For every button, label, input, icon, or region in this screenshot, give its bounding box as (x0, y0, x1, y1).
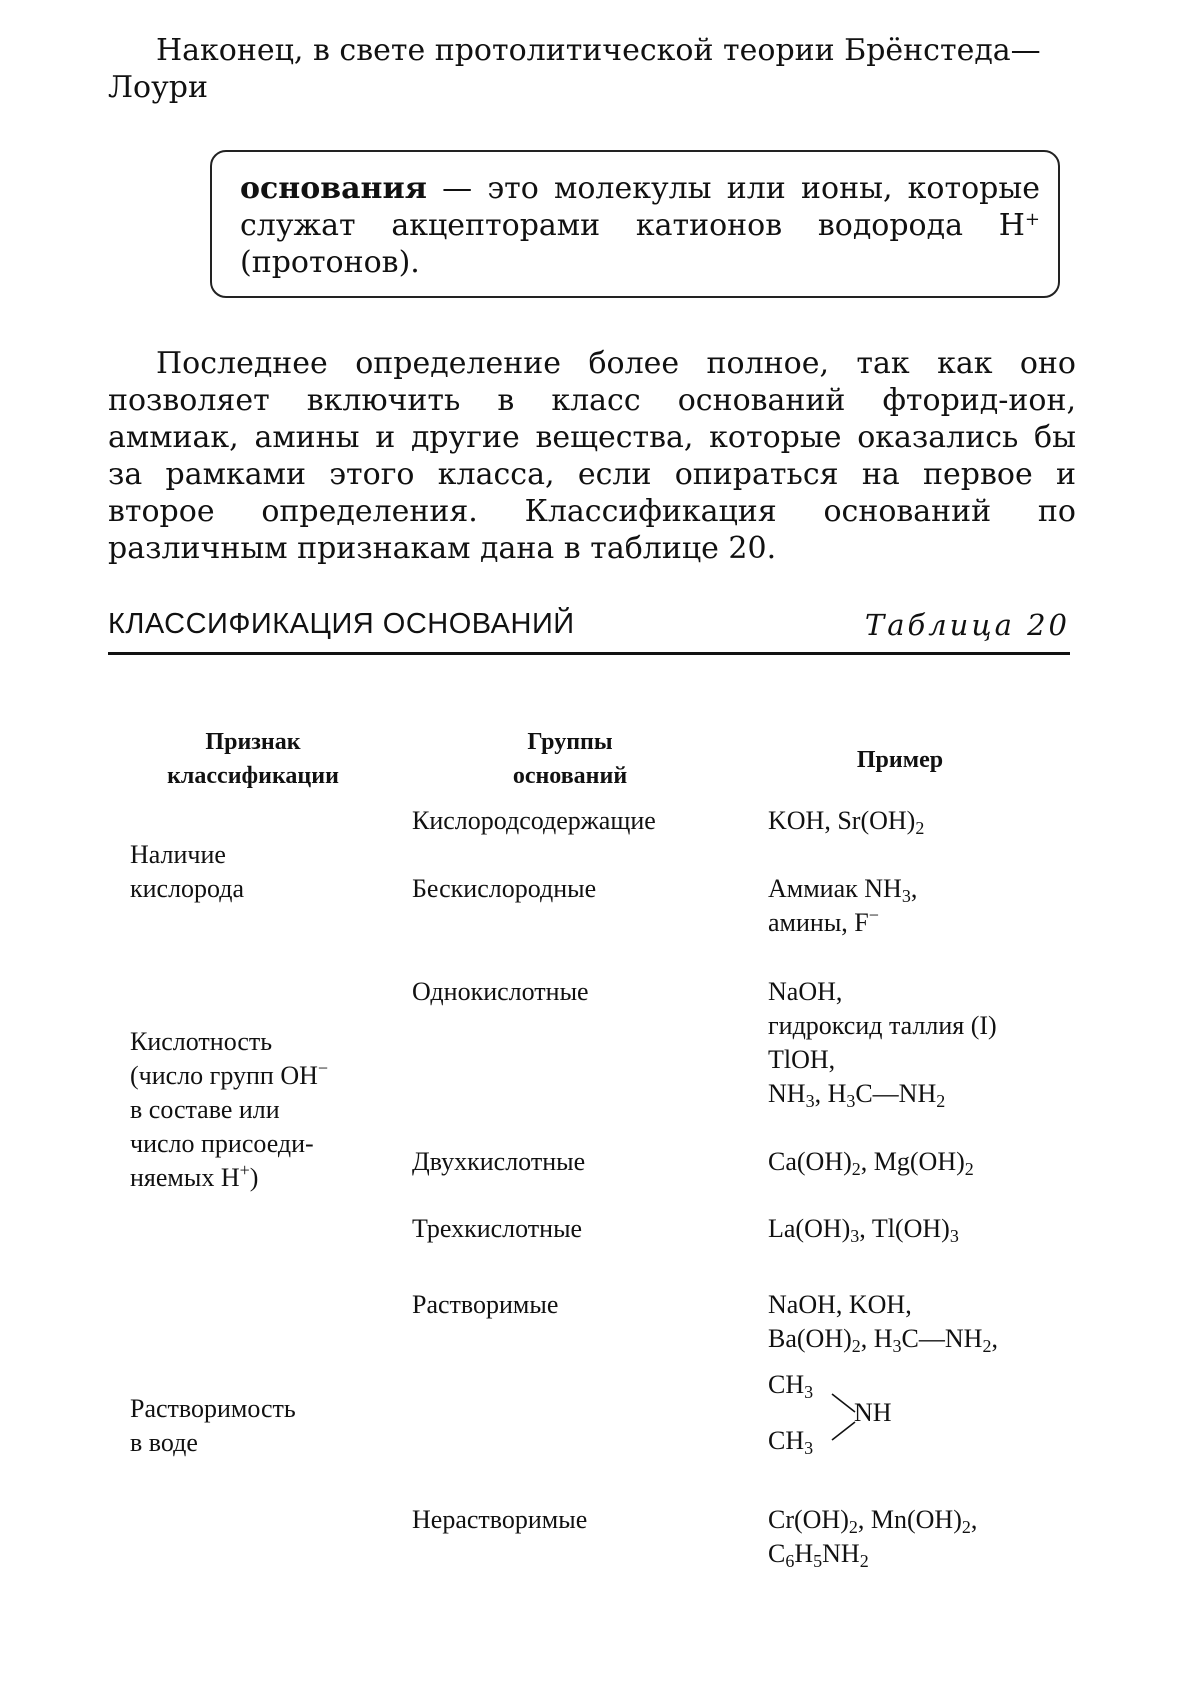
header-groups-line2: оснований (512, 763, 628, 789)
criterion-solubility (130, 1392, 296, 1460)
definition-body: — это молекулы или ионы, которые служат акцепторами катионов водорода H (240, 171, 1040, 243)
example-oxygen-free: Аммиак $NH_3$, амины, F− (768, 874, 918, 937)
criterion-solubility-line1: Растворимость (130, 1394, 296, 1423)
amine-methyl-top: $CH_3$ (768, 1370, 814, 1402)
table-number: Таблица 20 (864, 608, 1070, 642)
amine-nh: NH (854, 1398, 892, 1427)
criterion-acidity-line5: няемых H+) (130, 1160, 259, 1192)
group-oxygen-containing: Кислородсодержащие (412, 806, 656, 835)
amine-methyl-bottom: $CH_3$ (768, 1426, 814, 1458)
example-soluble: NaOH, KOH, $Ba(OH)_2$, $H_3C—NH_2$, (768, 1290, 998, 1356)
header-criterion-line2: классификации (167, 763, 339, 789)
group-soluble: Растворимые (412, 1290, 559, 1319)
header-criterion-line1: Признак (205, 729, 301, 755)
definition-text (240, 170, 1040, 281)
definition-tail: (протонов). (240, 245, 420, 280)
header-criterion (118, 725, 388, 793)
table-top-rule (108, 652, 1070, 655)
criterion-oxygen-line1: Наличие (130, 840, 226, 869)
criterion-solubility-line2: в воде (130, 1428, 198, 1457)
example-insoluble: $Cr(OH)_2$, $Mn(OH)_2$, $C_6H_5NH_2$ (768, 1505, 978, 1571)
criterion-oxygen-line2: кислорода (130, 874, 245, 903)
criterion-oxygen (130, 838, 244, 906)
group-insoluble: Нерастворимые (412, 1505, 588, 1534)
group-oxygen-free: Бескислородные (412, 874, 597, 903)
example-diacid: $Ca(OH)_2$, $Mg(OH)_2$ (768, 1147, 974, 1179)
header-example: Пример (856, 747, 944, 773)
group-triacid: Трехкислотные (412, 1214, 583, 1243)
header-groups-line1: Группы (527, 729, 613, 755)
example-oxygen-containing: KOH, $Sr(OH)_2$ (768, 806, 925, 838)
criterion-acidity-line1: Кислотность (130, 1027, 273, 1056)
body-paragraph: Последнее определение более полное, так как оно позволяет включить в класс оснований фторид-ион, аммиак, амины и другие вещества, которые оказались бы за рамками этого класса, если опираться на первое и второе определения. Классификация оснований по различным признакам дана в таблице 20. (108, 346, 1076, 566)
criterion-acidity-line4: число присоеди- (130, 1129, 314, 1158)
group-monoacid: Однокислотные (412, 977, 589, 1006)
header-groups (440, 725, 700, 793)
definition-term: основания (240, 171, 427, 206)
criterion-acidity-line3: в составе или (130, 1095, 280, 1124)
definition-sup: + (1024, 209, 1040, 230)
group-diacid: Двухкислотные (412, 1147, 586, 1176)
criterion-acidity (130, 1025, 328, 1195)
example-triacid: $La(OH)_3$, $Tl(OH)_3$ (768, 1214, 959, 1246)
example-monoacid: NaOH, гидроксид таллия (I) TlOH, $NH_3$, $H_3C—NH_2$ (768, 977, 997, 1111)
table-title: КЛАССИФИКАЦИЯ ОСНОВАНИЙ (108, 608, 575, 640)
amine-bonds (768, 1368, 928, 1458)
dimethylamine-structure (768, 1368, 928, 1458)
criterion-acidity-line2: (число групп OH− (130, 1058, 329, 1090)
intro-paragraph: Наконец, в свете протолитической теории Брёнстеда—Лоури (108, 33, 1041, 105)
